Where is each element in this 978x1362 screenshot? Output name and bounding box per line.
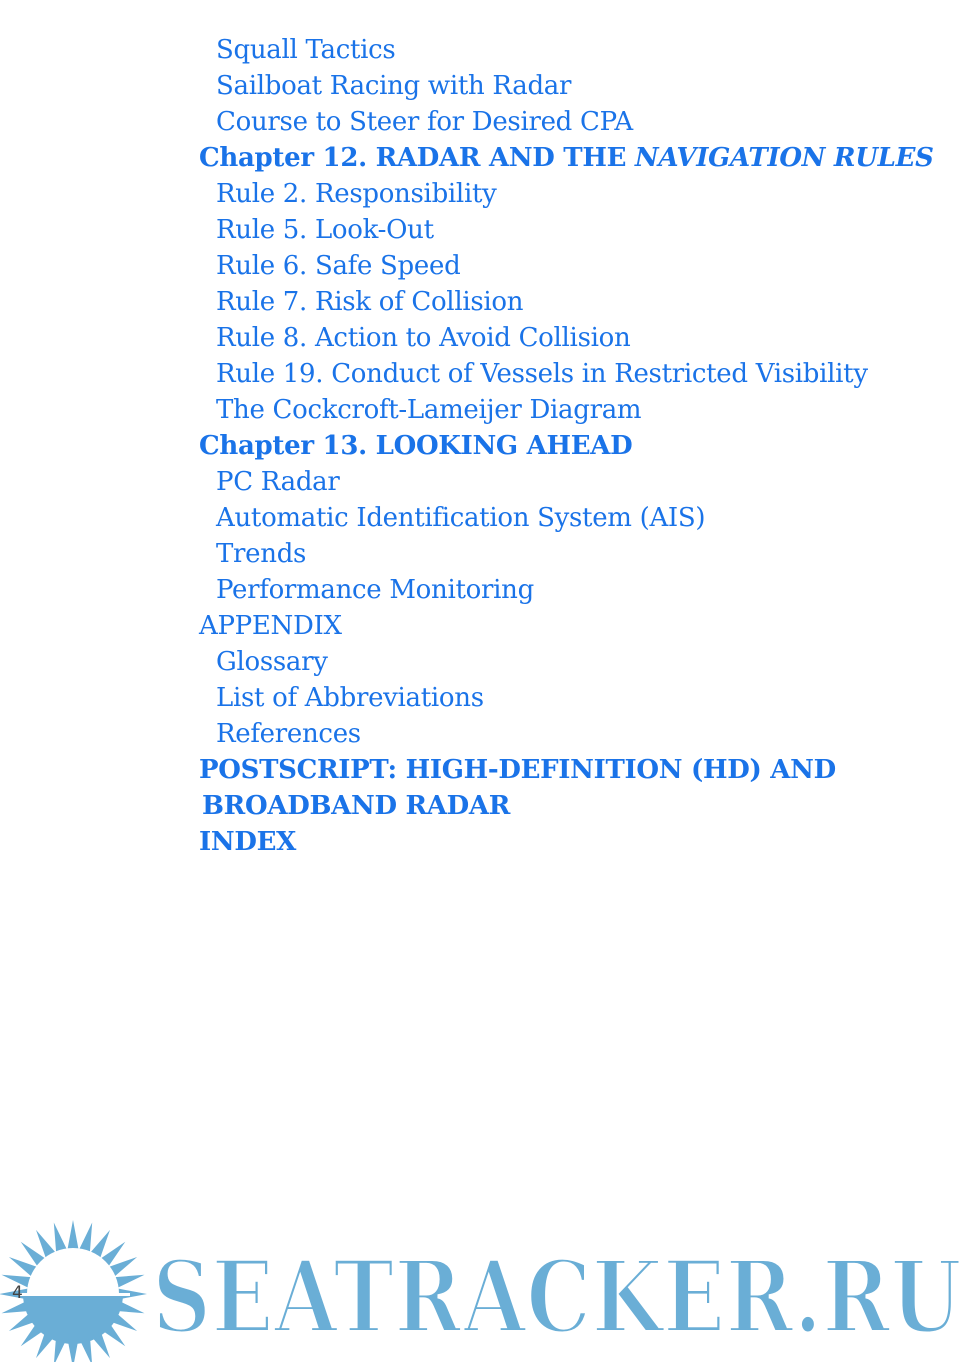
toc-chapter[interactable]: [199, 140, 959, 176]
toc-entry[interactable]: [199, 392, 959, 428]
toc-link[interactable]: Rule 7. Risk of Collision: [216, 287, 524, 317]
toc-link[interactable]: Course to Steer for Desired CPA: [216, 107, 633, 137]
watermark-text: SEATRACKER.RU: [152, 1238, 962, 1356]
toc-link[interactable]: Rule 5. Look-Out: [216, 215, 434, 245]
toc-entry[interactable]: [199, 248, 959, 284]
toc-link[interactable]: References: [216, 719, 361, 749]
toc-chapter[interactable]: [199, 428, 959, 464]
toc-entry[interactable]: [199, 572, 959, 608]
toc-entry[interactable]: [199, 32, 959, 68]
seatracker-watermark: [0, 1214, 978, 1362]
toc-section[interactable]: [199, 608, 959, 644]
toc-entry[interactable]: [199, 284, 959, 320]
page-number: 4: [12, 1283, 23, 1303]
toc-link[interactable]: Rule 2. Responsibility: [216, 179, 497, 209]
toc-entry[interactable]: [199, 356, 959, 392]
toc-entry[interactable]: [199, 536, 959, 572]
toc-entry[interactable]: [199, 680, 959, 716]
toc-link[interactable]: Rule 19. Conduct of Vessels in Restricted Visibility: [216, 359, 868, 389]
toc-entry[interactable]: [199, 716, 959, 752]
toc-link[interactable]: Automatic Identification System (AIS): [216, 503, 706, 533]
toc-chapter-italic: NAVIGATION RULES: [634, 143, 934, 173]
toc-entry[interactable]: [199, 68, 959, 104]
toc-link[interactable]: Rule 8. Action to Avoid Collision: [216, 323, 631, 353]
toc-entry[interactable]: [199, 320, 959, 356]
toc-link[interactable]: Sailboat Racing with Radar: [216, 71, 572, 101]
toc-entry[interactable]: [199, 644, 959, 680]
toc-link[interactable]: [199, 143, 934, 173]
toc-entry[interactable]: [199, 176, 959, 212]
toc-link[interactable]: APPENDIX: [199, 611, 342, 641]
toc-chapter-text: Chapter 12. RADAR AND THE: [199, 143, 635, 173]
toc-chapter[interactable]: [199, 824, 959, 860]
toc-link[interactable]: List of Abbreviations: [216, 683, 484, 713]
toc-link[interactable]: INDEX: [199, 827, 296, 857]
toc-link[interactable]: PC Radar: [216, 467, 340, 497]
table-of-contents: [199, 32, 959, 860]
toc-entry[interactable]: [199, 464, 959, 500]
toc-link[interactable]: The Cockcroft-Lameijer Diagram: [216, 395, 642, 425]
toc-entry[interactable]: [199, 500, 959, 536]
toc-link[interactable]: Performance Monitoring: [216, 575, 534, 605]
toc-chapter[interactable]: [199, 752, 959, 788]
toc-link[interactable]: POSTSCRIPT: HIGH-DEFINITION (HD) AND: [199, 755, 836, 785]
toc-link[interactable]: Squall Tactics: [216, 35, 396, 65]
toc-link[interactable]: Rule 6. Safe Speed: [216, 251, 461, 281]
toc-link[interactable]: Trends: [216, 539, 307, 569]
toc-link[interactable]: Glossary: [216, 647, 328, 677]
toc-link[interactable]: Chapter 13. LOOKING AHEAD: [199, 431, 633, 461]
toc-chapter-continued[interactable]: [199, 788, 959, 824]
toc-link[interactable]: BROADBAND RADAR: [202, 791, 511, 821]
toc-entry[interactable]: [199, 104, 959, 140]
toc-entry[interactable]: [199, 212, 959, 248]
